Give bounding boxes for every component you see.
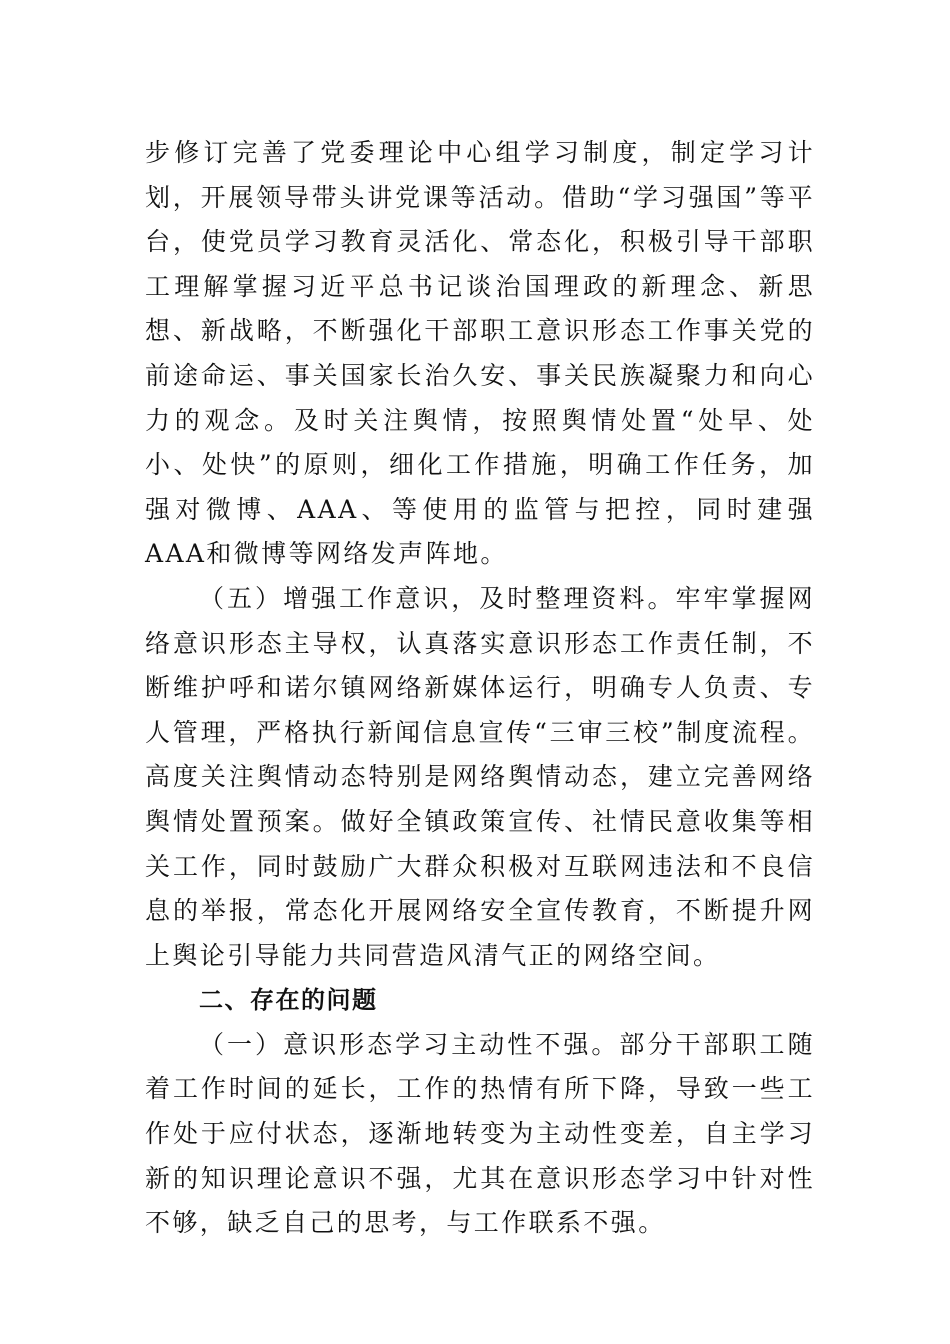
section-heading-problems: 二、存在的问题	[199, 986, 378, 1015]
paragraph-continued: 步修订完善了党委理论中心组学习制度，制定学习计划，开展领导带头讲党课等活动。借助“学习强国”等平台，使党员学习教育灵活化、常态化，积极引导干部职工理解掌握习近平总书记谈治国理政的新理念、新思想、新战略，不断强化干部职工意识形态工作事关党的前途命运、事关国家长治久安、事关民族凝聚力和向心力的观念。及时关注舆情，按照舆情处置“处早、处小、处快”的原则，细化工作措施，明确工作任务，加强对微博、AAA、等使用的监管与把控，同时建强AAA和微博等网络发声阵地。	[145, 138, 815, 569]
document-body	[145, 131, 815, 1246]
paragraph-section-five: （五）增强工作意识，及时整理资料。牢牢掌握网络意识形态主导权，认真落实意识形态工作责任制，不断维护呼和诺尔镇网络新媒体运行，明确专人负责、专人管理，严格执行新闻信息宣传“三审三校”制度流程。高度关注舆情动态特别是网络舆情动态，建立完善网络舆情处置预案。做好全镇政策宣传、社情民意收集等相关工作，同时鼓励广大群众积极对互联网违法和不良信息的举报，常态化开展网络安全宣传教育，不断提升网上舆论引导能力共同营造风清气正的网络空间。	[145, 583, 815, 970]
paragraph-problem-one: （一）意识形态学习主动性不强。部分干部职工随着工作时间的延长，工作的热情有所下降，导致一些工作处于应付状态，逐渐地转变为主动性变差，自主学习新的知识理论意识不强，尤其在意识形态学习中针对性不够，缺乏自己的思考，与工作联系不强。	[145, 1029, 815, 1238]
